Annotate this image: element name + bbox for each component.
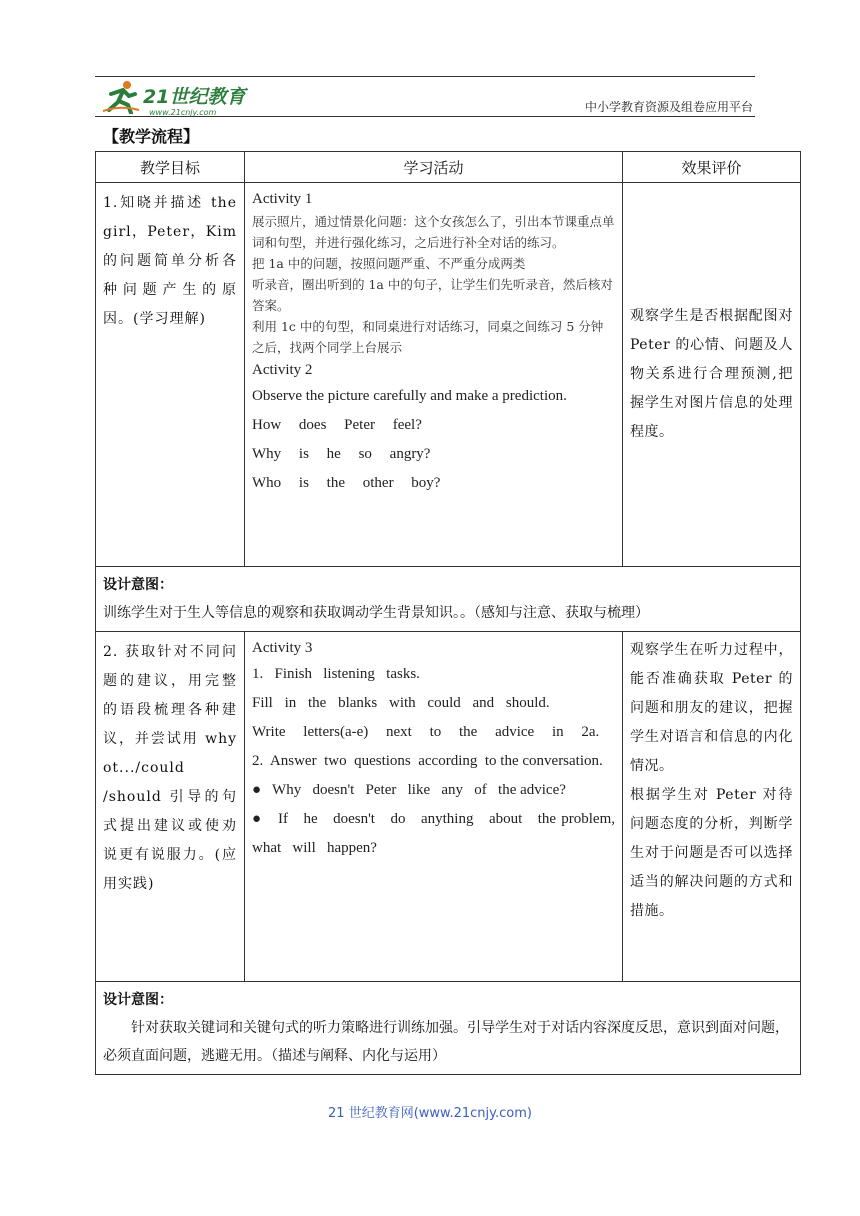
site-logo[interactable] — [101, 80, 246, 117]
activity-1-line: 展示照片，通过情景化问题：这个女孩怎么了，引出本节课重点单词和句型，并进行强化练习，之后进行补全对话的练习。 — [252, 214, 615, 250]
activity-2-line: Why is he so angry? — [252, 446, 431, 462]
logo-url: www.21cnjy.com — [149, 108, 217, 117]
design-intent-2 — [96, 982, 801, 1075]
header-activity: 学习活动 — [245, 152, 623, 183]
activity-2-title: Activity 2 — [252, 362, 313, 378]
header-top-rule — [95, 76, 755, 77]
activity-3-line: ● If he doesn't do anything about the problem, what will happen? — [252, 811, 627, 856]
evaluation-cell-2 — [623, 632, 801, 982]
header-bottom-rule — [95, 116, 755, 117]
header-goal: 教学目标 — [96, 152, 245, 183]
table-row — [96, 183, 801, 567]
runner-logo-icon — [101, 80, 141, 114]
design-intent-row — [96, 567, 801, 632]
teaching-flow-table — [95, 151, 801, 1075]
section-title: 【教学流程】 — [103, 127, 200, 146]
activity-2-line: Who is the other boy? — [252, 475, 441, 491]
design-intent-label: 设计意图： — [103, 577, 173, 593]
evaluation-cell-1 — [623, 183, 801, 567]
activity-3-line: Fill in the blanks with could and should. — [252, 695, 550, 711]
activity-3-line: 1. Finish listening tasks. — [252, 666, 420, 682]
activity-cell-1 — [245, 183, 623, 567]
goal-cell-2: 2. 获取针对不同问题的建议，用完整的语段梳理各种建议，并尝试用 why ot.../could /should 引导的句式提出建议或使劝说更有说服力。(应用实践) — [96, 632, 245, 982]
design-intent-text: 训练学生对于生人等信息的观察和获取调动学生背景知识。。（感知与注意、获取与梳理） — [103, 605, 649, 621]
activity-1-line: 把 1a 中的问题，按照问题严重、不严重分成两类 — [252, 256, 526, 271]
design-intent-text: 针对获取关键词和关键句式的听力策略进行训练加强。引导学生对于对话内容深度反思，意识到面对问题，必须直面问题，逃避无用。（描述与阐释、内化与运用） — [103, 1020, 789, 1064]
evaluation-text: 观察学生在听力过程中，能否准确获取 Peter 的问题和朋友的建议，把握学生对语言和信息的内化情况。 — [630, 642, 793, 774]
evaluation-text: 根据学生对 Peter 对待问题态度的分析，判断学生对于问题是否可以选择适当的解决问题的方式和措施。 — [630, 787, 793, 919]
design-intent-row — [96, 982, 801, 1075]
design-intent-1 — [96, 567, 801, 632]
activity-3-line: ● Why doesn't Peter like any of the advice? — [252, 782, 566, 798]
activity-1-line: 听录音，圈出听到的 1a 中的句子，让学生们先听录音，然后核对答案。 — [252, 277, 613, 313]
table-row — [96, 632, 801, 982]
page-header — [95, 72, 755, 120]
platform-tagline: 中小学教育资源及组卷应用平台 — [584, 100, 753, 114]
activity-3-line: Write letters(a-e) next to the advice in 2a. — [252, 724, 600, 740]
activity-cell-2 — [245, 632, 627, 982]
design-intent-label: 设计意图： — [103, 992, 173, 1008]
activity-2-line: Observe the picture carefully and make a prediction. — [252, 388, 567, 404]
table-header-row — [96, 152, 801, 183]
goal-cell-1: 1.知晓并描述 the girl，Peter，Kim 的问题简单分析各种问题产生的原因。(学习理解) — [96, 183, 245, 567]
activity-3-title: Activity 3 — [252, 640, 313, 656]
activity-1-title: Activity 1 — [252, 191, 313, 207]
activity-3-line: 2. Answer two questions according to the conversation. — [252, 753, 603, 769]
activity-2-line: How does Peter feel? — [252, 417, 422, 433]
header-evaluation: 效果评价 — [623, 152, 801, 183]
evaluation-text: 观察学生是否根据配图对 Peter 的心情、问题及人物关系进行合理预测,把握学生对图片信息的处理程度。 — [630, 308, 793, 440]
logo-text: 21世纪教育 — [143, 86, 246, 108]
activity-1-line: 利用 1c 中的句型，和同桌进行对话练习，同桌之间练习 5 分钟之后，找两个同学上台展示 — [252, 319, 604, 355]
footer-link[interactable]: 21 世纪教育网(www.21cnjy.com) — [328, 1106, 532, 1121]
